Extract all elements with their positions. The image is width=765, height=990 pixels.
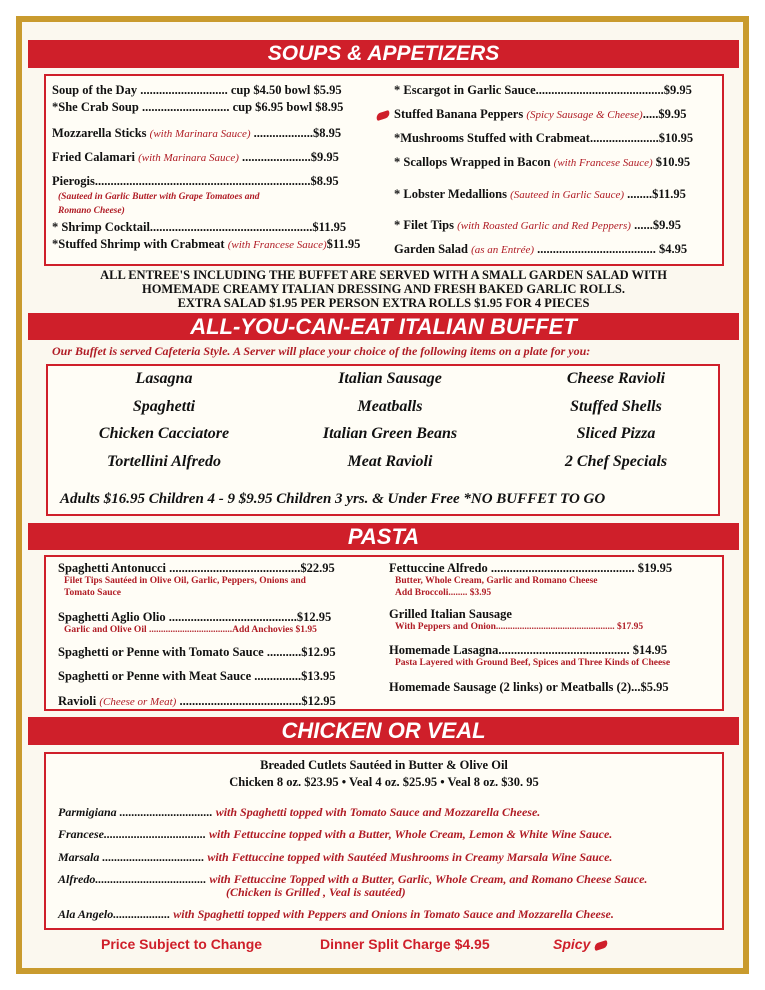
menu-item-name: *Stuffed Shrimp with Crabmeat bbox=[52, 237, 228, 251]
menu-item-note: Tomato Sauce bbox=[64, 588, 121, 598]
footer-spicy bbox=[553, 936, 608, 952]
menu-item-price: ...................................... $4.95 bbox=[534, 242, 688, 256]
chicken-item-desc: with Fettuccine topped with Sautéed Mushrooms in Creamy Marsala Wine Sauce. bbox=[207, 850, 613, 864]
menu-item-price: .......................................$12.95 bbox=[176, 694, 336, 708]
menu-item-name: Garden Salad bbox=[394, 242, 472, 256]
menu-item bbox=[389, 607, 512, 622]
soups-banner: SOUPS & APPETIZERS bbox=[28, 40, 739, 68]
menu-item-text: Spaghetti Aglio Olio .........................................$12.95 bbox=[58, 610, 332, 624]
chicken-item bbox=[58, 907, 614, 922]
menu-item-price: ......$9.95 bbox=[630, 218, 681, 232]
menu-item bbox=[394, 83, 692, 98]
menu-item bbox=[58, 645, 336, 660]
menu-item-sub: (with Francese Sauce) bbox=[553, 157, 653, 169]
menu-item bbox=[52, 174, 339, 189]
buffet-item: Tortellini Alfredo bbox=[107, 453, 221, 470]
menu-item-sub: (Sauteed in Garlic Sauce) bbox=[510, 189, 625, 201]
menu-item-sub: (as an Entrée) bbox=[471, 244, 535, 256]
menu-item-note: Add Broccoli........ $3.95 bbox=[395, 588, 492, 598]
buffet-item: 2 Chef Specials bbox=[564, 453, 668, 470]
menu-item-price: ...................$8.95 bbox=[250, 126, 342, 140]
menu-item-note: Butter, Whole Cream, Garlic and Romano Cheese bbox=[395, 576, 598, 586]
buffet-item: Spaghetti bbox=[132, 398, 196, 415]
menu-item bbox=[394, 218, 681, 233]
menu-item-note: With Peppers and Onion.................................................. $17.95 bbox=[395, 622, 644, 632]
footer-price-change: Price Subject to Change bbox=[101, 936, 263, 952]
buffet-item: Italian Green Beans bbox=[322, 425, 458, 442]
menu-item bbox=[389, 643, 667, 658]
buffet-item: Meatballs bbox=[357, 398, 423, 415]
menu-item-price: ......................$9.95 bbox=[238, 150, 339, 164]
menu-item bbox=[58, 561, 335, 576]
menu-item bbox=[389, 561, 672, 576]
menu-item-name: Ravioli bbox=[58, 694, 100, 708]
menu-item-text: Soup of the Day ............................ cup $4.50 bowl $5.95 bbox=[52, 83, 342, 97]
chicken-item-desc: with Fettuccine Topped with a Butter, Garlic, Whole Cream, and Romano Cheese Sauce. bbox=[209, 872, 648, 886]
menu-item bbox=[52, 150, 339, 165]
menu-item bbox=[58, 610, 331, 625]
menu-item-text: Spaghetti or Penne with Tomato Sauce ...........$12.95 bbox=[58, 645, 336, 659]
menu-item-sub: (with Roasted Garlic and Red Peppers) bbox=[457, 220, 631, 232]
menu-item-text: Spaghetti Antonucci ..........................................$22.95 bbox=[58, 561, 335, 575]
menu-item bbox=[58, 669, 336, 684]
menu-item bbox=[394, 187, 686, 202]
menu-item bbox=[394, 155, 690, 170]
menu-item-sub: (Spicy Sausage & Cheese) bbox=[526, 109, 643, 121]
footer-split-charge: Dinner Split Charge $4.95 bbox=[320, 936, 490, 952]
chicken-header-1: Breaded Cutlets Sautéed in Butter & Olive Oil bbox=[260, 758, 508, 772]
menu-item bbox=[52, 100, 343, 115]
menu-item bbox=[52, 220, 346, 235]
menu-item-name: * Lobster Medallions bbox=[394, 187, 511, 201]
menu-item-price: ........$11.95 bbox=[624, 187, 686, 201]
footer-spicy-label: Spicy bbox=[553, 936, 591, 952]
buffet-item: Cheese Ravioli bbox=[566, 370, 666, 387]
pasta-banner: PASTA bbox=[28, 523, 739, 550]
notice-line-1: ALL ENTREE'S INCLUDING THE BUFFET ARE SERVED WITH A SMALL GARDEN SALAD WITH bbox=[100, 268, 667, 282]
chicken-item-name: Ala Angelo................... bbox=[58, 907, 174, 921]
menu-item-price: $11.95 bbox=[326, 237, 361, 251]
spicy-chili-icon bbox=[594, 940, 609, 951]
buffet-banner: ALL-YOU-CAN-EAT ITALIAN BUFFET bbox=[28, 313, 739, 340]
buffet-subtitle: Our Buffet is served Cafeteria Style. A Server will place your choice of the following items on a plate for you: bbox=[52, 344, 591, 358]
chicken-header-2: Chicken 8 oz. $23.95 • Veal 4 oz. $25.95 • Veal 8 oz. $30. 95 bbox=[229, 775, 539, 789]
menu-item-name: Stuffed Banana Peppers bbox=[394, 107, 527, 121]
chicken-banner: CHICKEN OR VEAL bbox=[28, 717, 739, 745]
menu-item-sub: (with Marinara Sauce) bbox=[149, 128, 251, 140]
chicken-item-desc-2-text: (Chicken is Grilled , Veal is sautéed) bbox=[226, 885, 406, 899]
buffet-item: Meat Ravioli bbox=[347, 453, 433, 470]
menu-item bbox=[52, 237, 360, 252]
pierogi-note-2: Romano Cheese) bbox=[58, 206, 125, 216]
buffet-item: Chicken Cacciatore bbox=[98, 425, 230, 442]
notice-line-2: HOMEMADE CREAMY ITALIAN DRESSING AND FRESH BAKED GARLIC ROLLS. bbox=[141, 282, 626, 296]
menu-item-text: * Escargot in Garlic Sauce.........................................$9.95 bbox=[394, 83, 692, 97]
menu-item-name: Fried Calamari bbox=[52, 150, 139, 164]
menu-item-price: .....$9.95 bbox=[642, 107, 687, 121]
buffet-item: Italian Sausage bbox=[338, 370, 442, 387]
buffet-item: Stuffed Shells bbox=[570, 398, 662, 415]
menu-item-text: * Shrimp Cocktail....................................................$11.95 bbox=[52, 220, 347, 234]
chicken-item-name: Francese.................................. bbox=[58, 827, 209, 841]
menu-item bbox=[394, 107, 686, 122]
chicken-item-desc: with Spaghetti topped with Tomato Sauce and Mozzarella Cheese. bbox=[215, 805, 541, 819]
chicken-item-desc: with Spaghetti topped with Peppers and Onions in Tomato Sauce and Mozzarella Cheese. bbox=[173, 907, 614, 921]
entree-notice bbox=[28, 268, 739, 310]
menu-item-note: Pasta Layered with Ground Beef, Spices and Three Kinds of Cheese bbox=[395, 658, 671, 668]
menu-item bbox=[52, 126, 341, 141]
buffet-item: Lasagna bbox=[135, 370, 193, 387]
menu-item-text: Grilled Italian Sausage bbox=[389, 607, 512, 621]
buffet-prices: Adults $16.95 Children 4 - 9 $9.95 Children 3 yrs. & Under Free *NO BUFFET TO GO bbox=[60, 491, 606, 507]
menu-item-sub: (Cheese or Meat) bbox=[99, 696, 177, 708]
menu-item-name: * Scallops Wrapped in Bacon bbox=[394, 155, 554, 169]
menu-item bbox=[394, 242, 687, 257]
chicken-item-name: Parmigiana ............................... bbox=[58, 805, 216, 819]
buffet-item: Sliced Pizza bbox=[576, 425, 656, 442]
pierogi-note: (Sauteed in Garlic Butter with Grape Tomatoes and bbox=[58, 192, 260, 202]
menu-item-text: Homemade Lasagna.......................................... $14.95 bbox=[389, 643, 668, 657]
menu-item-name: Mozzarella Sticks bbox=[52, 126, 150, 140]
menu-item-price: $10.95 bbox=[652, 155, 691, 169]
menu-item-note: Filet Tips Sautéed in Olive Oil, Garlic, Peppers, Onions and bbox=[64, 576, 306, 586]
menu-item-text: *She Crab Soup ............................ cup $6.95 bowl $8.95 bbox=[52, 100, 344, 114]
menu-item-text: Pierogis.....................................................................$8.95 bbox=[52, 174, 339, 188]
menu-item bbox=[58, 694, 336, 709]
menu-item-name: * Filet Tips bbox=[394, 218, 458, 232]
menu-item-sub: (with Marinara Sauce) bbox=[138, 152, 239, 164]
chicken-item-desc-2 bbox=[226, 885, 406, 900]
menu-item-text: *Mushrooms Stuffed with Crabmeat......................$10.95 bbox=[394, 131, 694, 145]
menu-item-sub: (with Francese Sauce) bbox=[227, 239, 327, 251]
menu-item-text: Homemade Sausage (2 links) or Meatballs (2)...$5.95 bbox=[389, 680, 669, 694]
chicken-item-desc: with Fettuccine topped with a Butter, Whole Cream, Lemon & White Wine Sauce. bbox=[209, 827, 613, 841]
chicken-item-name: Alfredo..................................... bbox=[58, 872, 210, 886]
chicken-item-name: Marsala .................................. bbox=[58, 850, 208, 864]
menu-item bbox=[52, 83, 342, 98]
menu-item-text: Fettuccine Alfredo .............................................. $19.95 bbox=[389, 561, 673, 575]
chicken-item bbox=[58, 805, 540, 820]
menu-item bbox=[394, 131, 693, 146]
menu-item-note: Garlic and Olive Oil ...................................Add Anchovies $1.95 bbox=[64, 625, 317, 635]
menu-item bbox=[389, 680, 669, 695]
chicken-item bbox=[58, 827, 612, 842]
menu-item-text: Spaghetti or Penne with Meat Sauce ...............$13.95 bbox=[58, 669, 336, 683]
notice-line-3: EXTRA SALAD $1.95 PER PERSON EXTRA ROLLS $1.95 FOR 4 PIECES bbox=[177, 296, 590, 310]
chicken-item bbox=[58, 850, 612, 865]
